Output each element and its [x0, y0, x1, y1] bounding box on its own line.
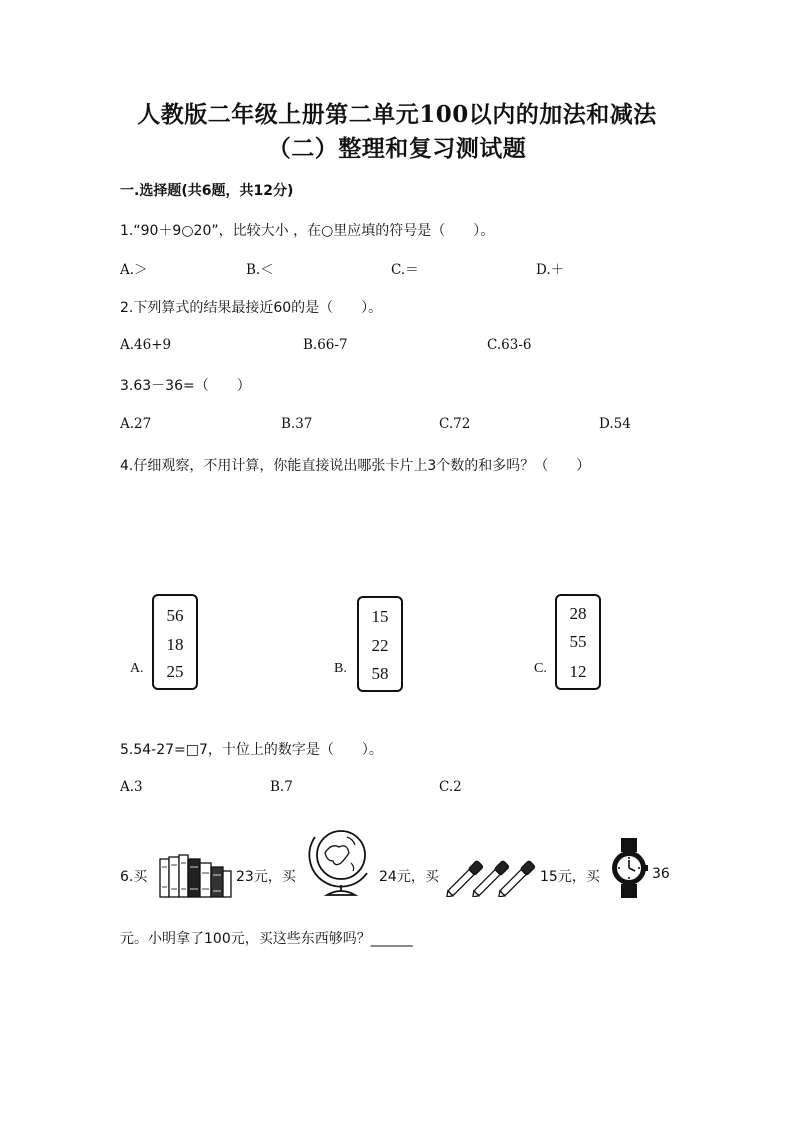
- q3-option-c: C.72: [439, 416, 471, 432]
- card-b-label: B.: [334, 661, 347, 676]
- card-b-number-2: 22: [371, 636, 389, 655]
- q5-option-b: B.7: [270, 779, 293, 795]
- card-a-number-2: 18: [166, 635, 184, 654]
- question-2: 2.下列算式的结果最接近60的是（ ）。: [120, 300, 383, 316]
- books-icon: [158, 853, 233, 903]
- q3-option-b: B.37: [281, 416, 313, 432]
- section-heading: 一.选择题(共6题，共12分): [120, 183, 294, 199]
- question-1: 1.“90＋9○20”，比较大小 ，在○里应填的符号是（ ）。: [120, 223, 495, 239]
- card-c-number-2: 55: [569, 632, 587, 651]
- q2-option-c: C.63-6: [487, 337, 532, 353]
- watch-icon: [610, 837, 648, 903]
- question-4: 4.仔细观察，不用计算，你能直接说出哪张卡片上3个数的和多吗？（ ）: [120, 458, 591, 474]
- card-c-number-1: 28: [569, 604, 587, 623]
- price-books: 23元，买: [236, 869, 296, 885]
- question-6-line2: 元。小明拿了100元，买这些东西够吗？______: [120, 931, 413, 947]
- price-pens: 15元，买: [540, 869, 600, 885]
- q2-option-a: A.46+9: [120, 337, 172, 353]
- q3-option-a: A.27: [120, 416, 152, 432]
- card-a-number-1: 56: [166, 606, 184, 625]
- pens-icon: [446, 855, 538, 901]
- question-3: 3.63－36=（ ）: [120, 378, 251, 394]
- q1-option-a: A.＞: [120, 262, 148, 278]
- q2-option-b: B.66-7: [303, 337, 348, 353]
- number-card-a: [152, 594, 198, 690]
- globe-icon: [305, 823, 377, 903]
- price-watch: 36: [652, 866, 670, 882]
- number-card-b: [357, 596, 403, 692]
- q1-option-c: C.＝: [391, 262, 419, 278]
- page-subtitle: （二）整理和复习测试题: [267, 135, 527, 162]
- card-a-number-3: 25: [166, 662, 184, 681]
- question-6-prefix: 6.买: [120, 869, 148, 885]
- q1-option-b: B.＜: [246, 262, 274, 278]
- question-5: 5.54-27=□7，十位上的数字是（ ）。: [120, 742, 383, 758]
- card-c-number-3: 12: [569, 662, 587, 681]
- number-card-c: [555, 594, 601, 690]
- card-b-number-1: 15: [371, 607, 389, 626]
- q3-option-d: D.54: [599, 416, 631, 432]
- page-title: 人教版二年级上册第二单元100以内的加法和减法: [137, 101, 657, 128]
- q5-option-c: C.2: [439, 779, 462, 795]
- card-c-label: C.: [534, 661, 547, 676]
- price-globe: 24元，买: [379, 869, 439, 885]
- card-b-number-3: 58: [371, 664, 389, 683]
- card-a-label: A.: [130, 661, 144, 676]
- q1-option-d: D.＋: [536, 262, 565, 278]
- q5-option-a: A.3: [120, 779, 143, 795]
